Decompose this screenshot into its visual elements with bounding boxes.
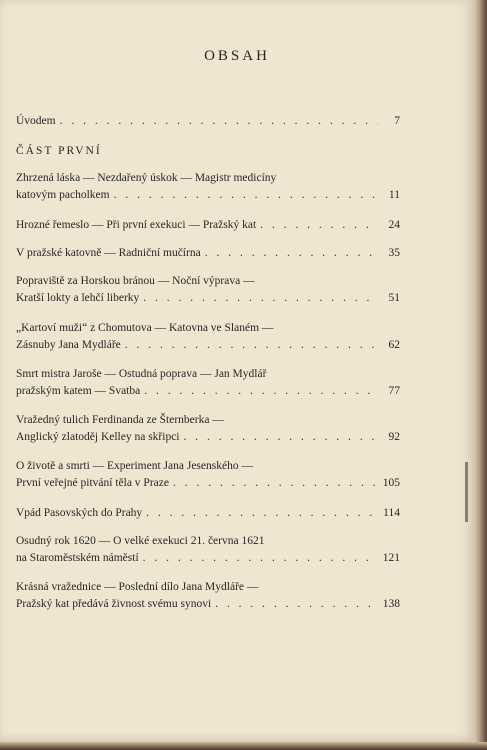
dot-leader — [146, 506, 378, 520]
toc-page-number: 114 — [383, 507, 400, 519]
toc-entry-line1: „Kartoví muži“ z Chomutova — Katovna ve Slaném — — [16, 322, 274, 334]
toc-page-number: 51 — [388, 292, 400, 304]
toc-entry-line2: Hrozné řemeslo — Při první exekuci — Pražský kat — [16, 219, 257, 231]
dot-leader — [114, 188, 378, 202]
toc-entry — [16, 171, 400, 202]
dot-leader — [205, 246, 378, 260]
binding-mark — [465, 462, 468, 522]
toc-entry — [16, 321, 400, 352]
toc-page-number: 11 — [388, 189, 400, 201]
dot-leader — [184, 430, 378, 444]
toc-entry — [16, 274, 400, 305]
toc-entry-line2: pražským katem — Svatba — [16, 385, 141, 397]
toc-entry-line1: Osudný rok 1620 — O velké exekuci 21. června 1621 — [16, 535, 265, 547]
toc-entry-line1: Popraviště za Horskou bránou — Noční výprava — — [16, 275, 255, 287]
toc-page-number: 35 — [388, 247, 400, 259]
toc-entry — [16, 246, 400, 260]
section-heading: ČÁST PRVNÍ — [16, 145, 102, 157]
toc-entry-line2: Pražský kat předává živnost svému synovi — [16, 598, 212, 610]
toc-entry — [16, 534, 400, 565]
page-title: OBSAH — [204, 48, 270, 64]
toc-entry — [16, 506, 400, 520]
toc-page-number: 105 — [382, 477, 400, 489]
toc-entry — [16, 367, 400, 398]
toc-entry-line2: Zásnuby Jana Mydláře — [16, 339, 121, 351]
toc-entry-line2: V pražské katovně — Radniční mučírna — [16, 247, 201, 259]
page-edge — [474, 0, 487, 750]
toc-page-number: 24 — [388, 219, 400, 231]
toc-page-number: 77 — [388, 385, 400, 397]
toc-entry-line1: O životě a smrti — Experiment Jana Jesenského — — [16, 460, 253, 472]
toc-entry-line1: Smrt mistra Jaroše — Ostudná poprava — Jan Mydlář — [16, 368, 267, 380]
dot-leader — [173, 476, 378, 490]
toc-entry — [16, 413, 400, 444]
toc-entry-line2: Vpád Pasovských do Prahy — [16, 507, 143, 519]
dot-leader — [144, 384, 378, 398]
toc-entry — [16, 459, 400, 490]
dot-leader — [260, 218, 378, 232]
toc-page-number: 7 — [394, 115, 400, 127]
toc-entry-text: Úvodem — [16, 115, 56, 127]
dot-leader — [125, 338, 378, 352]
toc-page-number: 92 — [388, 431, 400, 443]
toc-entry — [16, 580, 400, 611]
toc-entry-line2: Kratší lokty a lehčí liberky — [16, 292, 140, 304]
toc-page-number: 138 — [382, 598, 400, 610]
toc-entry — [16, 218, 400, 232]
dot-leader — [143, 551, 378, 565]
toc-entry-intro — [16, 114, 400, 128]
toc-page-number: 62 — [388, 339, 400, 351]
dot-leader — [60, 114, 378, 128]
page-bottom-edge — [0, 742, 487, 750]
toc-entry-line1: Vražedný tulich Ferdinanda ze Šternberka — — [16, 414, 224, 426]
dot-leader — [215, 597, 378, 611]
toc-entry-line1: Zhrzená láska — Nezdařený úskok — Magistr medicíny — [16, 172, 277, 184]
toc-page-number: 121 — [382, 552, 400, 564]
toc-entry-line2: První veřejné pitvání těla v Praze — [16, 477, 169, 489]
dot-leader — [143, 291, 378, 305]
toc-entry-line2: katovým pacholkem — [16, 189, 110, 201]
toc-entry-line1: Krásná vražednice — Poslední dílo Jana Mydláře — — [16, 581, 259, 593]
toc-entry-line2: na Staroměstském náměstí — [16, 552, 139, 564]
toc-entry-line2: Anglický zlatoděj Kelley na skřipci — [16, 431, 180, 443]
